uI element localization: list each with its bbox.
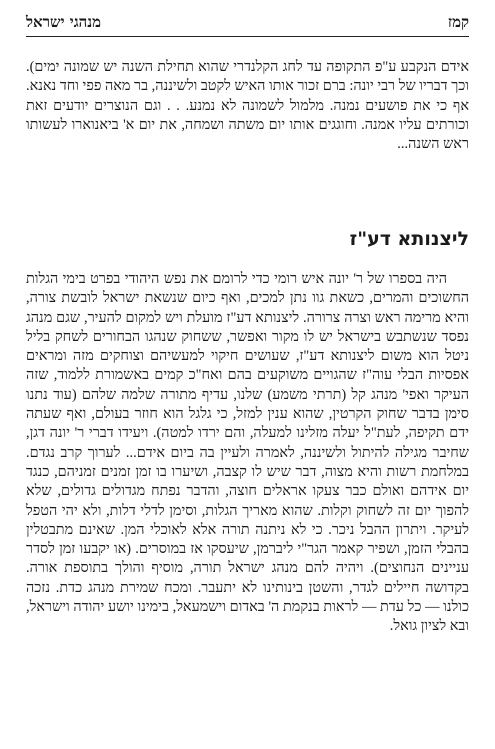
running-title: מנהגי ישראל [26,13,102,31]
continued-paragraph: אידם הנקבע ע"פ התקופה עד לחג הקלנדרי שהוא תחילת השנה יש שמונה ימים). וכך דבריו של רבי יונה: ברם זכור אותו האיש לקטב ולשיננה, בר מאה פפי וחד נאנא. אף כי את פושעים נמנה. מלמול לשמונה לא נמנע. . . וגם הנוצרים יודעים זאת וכורתים עליו אמנה. וחוגגים אותו יום משתה ושמחה, את יום א' ביאנוארו לעשותו ראש השנה... [26,59,469,153]
section-body [26,270,469,637]
running-header [26,10,469,37]
section-heading: ליצנותא דע"ז [349,228,469,250]
continued-paragraph-block [26,58,469,154]
page-number: קמז [447,13,469,31]
section-paragraph: היה בספרו של ר' יונה איש רומי כדי לרומם את נפש היהודי בפרט בימי הגלות החשוכים והמרים, כשאת גוו נתן למכים, ואף כיום שנשאת ישראל לובשת צורה, והיא מרימה ראש וצרה צרורה. ליצנותא דע"ז מועלת ויש למקום להעיר, שגם מנהג נפסד שנשתבש בישראל יש לו מקור ואפשר, ששחוק שנהגו הבחורים לשחק בליל ניטל הוא משום ליצנותא דע"ז, שעושים חיקוי למעשיהם וצוחקים מזה ומראים אפסיות הבלי עוה"ז שהגויים משוקעים בהם ואח"כ קמים באשמורת ללמוד, שזה העיקר ואפי' מנהג קל (תרתי משמע) שלנו, עדיף מתורה שלמה שלהם (עוד נתנו סימן בדבר שחוק הקרטין, שהוא ענין למזל, כי גלגל הוא חוזר בעולם, ואף שעתה ידם תקיפה, לעת"ל יעלה מזלינו למעלה, והם ירדו למטה). ויעידו דברי ר' יונה דגן, שחיבר מגילה להיתול ולשיננה, לאמרה ולעיין בה ביום אידם... לערוך קרב נגדם. במלחמת רשות והיא מצוה, דבר שיש לו קצבה, ושיערו בו זמן זמנים זמניהם, כנגד יום אידהם ואולם כבר צעקו אראלים חוצה, והדבר נפתח מגדולים גדולים, שלא להפוך יום זה לשחוק וקלות. שהוא מאריך הגלות, וסימן לדלי דלות, ולא יהי הטפל לעיקר. ויתרון ההבל ניכר. כי לא ניתנה תורה אלא לאוכלי המן. שאינם מתבטלין בהבלי הזמן, ושפיר קאמר הגר"י ליברמן, שיעסקו אז במוסרים. (או יקבעו זמן לסדר עניינים הנחוצים). ויהיה להם מנהג ישראל תורה, מוסיף והולך בתוספת אורה. בקדושה חיילים לגדר, והשטן בינותינו לא יתעבר. ומכח שמירת מנהג כדת. נזכה כולנו — כל עדת — לראות בנקמת ה' באדום וישמעאל, בימינו יושע יהודה וישראל, ובא לציון גואל. [26,271,469,635]
